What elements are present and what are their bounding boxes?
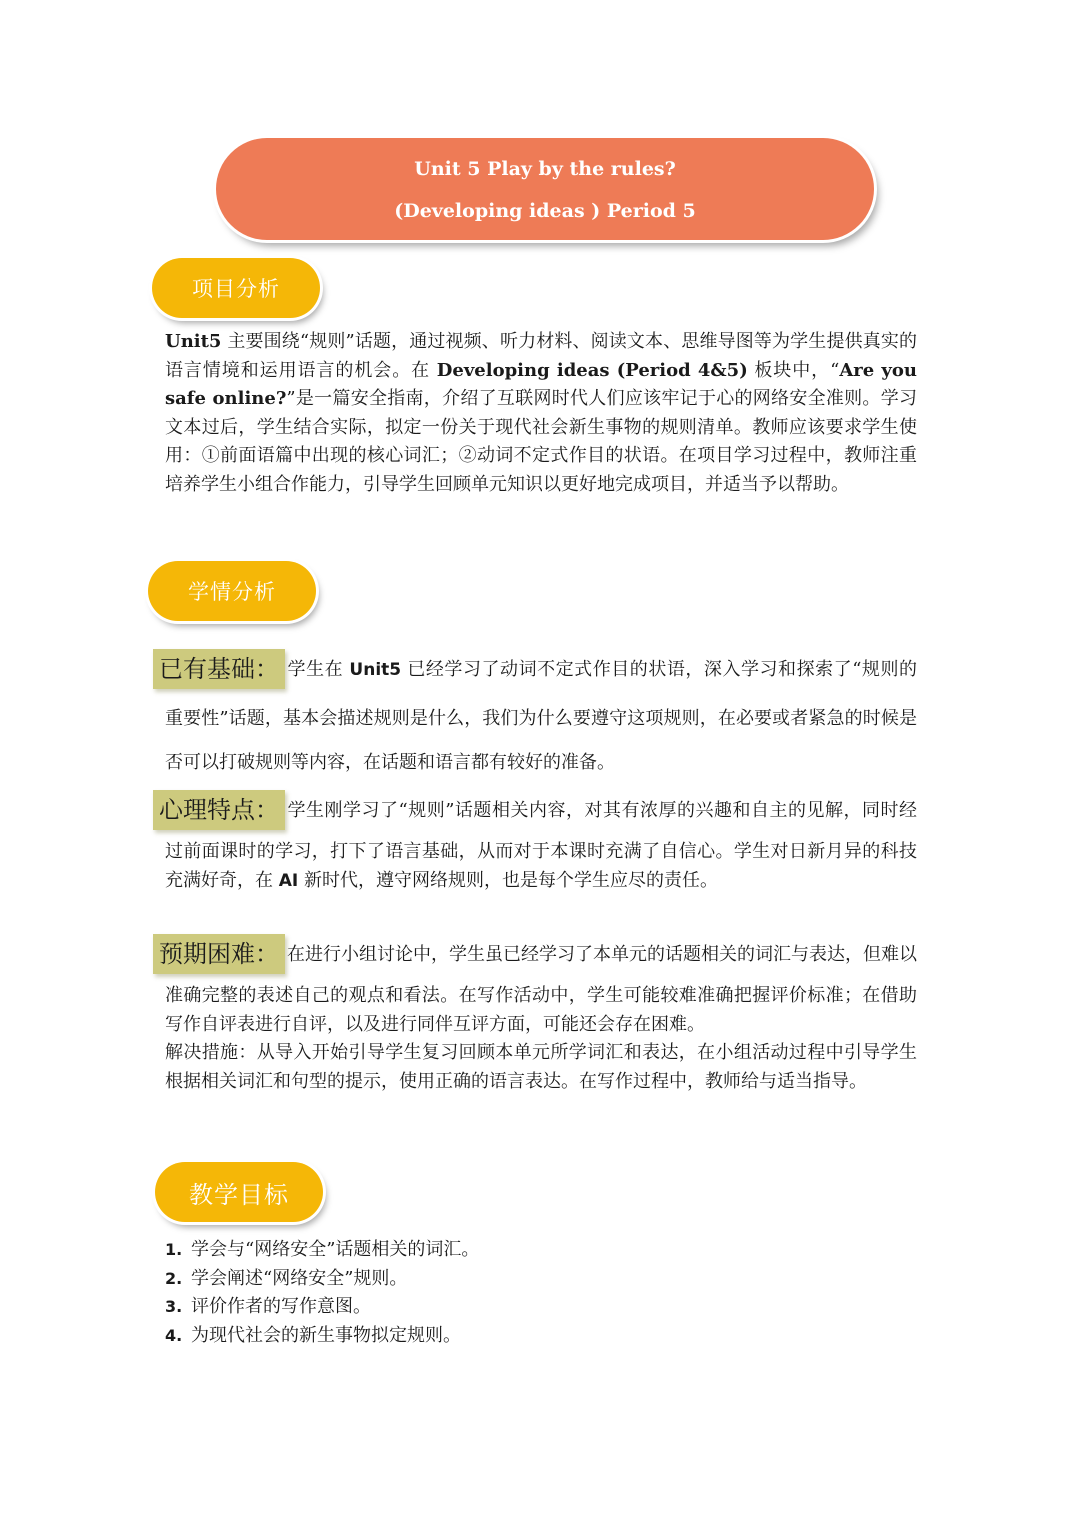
list-item: 4. 为现代社会的新生事物拟定规则。 [165,1324,461,1346]
teaching-goals-list [165,1236,479,1350]
module-ref: Developing ideas (Period 4&5) [436,359,748,381]
project-analysis-paragraph: Unit5 主要围绕“规则”话题，通过视频、听力材料、阅读文本、思维导图等为学生提供真实的语言情境和运用语言的机会。在 Developing ideas (Period 4&5) 板块中，“Are you safe online?”是一篇安全指南，介绍了互联网时代人们应该牢记于心的网络安全准则。学习文本过后，学生结合实际，拟定一份关于现代社会新生事物的规则清单。教师应该要求学生使用：①前面语篇中出现的核心词汇；②动词不定式作目的状语。在项目学习过程中，教师注重培养学生小组合作能力，引导学生回顾单元知识以更好地完成项目，并适当予以帮助。 [165,331,917,495]
solution-text: 解决措施：从导入开始引导学生复习回顾本单元所学词汇和表达，在小组活动过程中引导学生根据相关词汇和句型的提示，使用正确的语言表达。在写作过程中，教师给与适当指导。 [165,1042,917,1092]
list-item: 2. 学会阐述“网络安全”规则。 [165,1267,408,1289]
unit-ref: Unit5 [165,331,222,352]
difficulty-heading: 预期困难： [153,934,285,974]
title-banner [216,138,874,240]
psychology-block: 心理特点： 学生刚学习了“规则”话题相关内容，对其有浓厚的兴趣和自主的见解，同时经过前面课时的学习，打下了语言基础，从而对于本课时充满了自信心。学生对日新月异的科技充满好奇，在 AI 新时代，遵守网络规则，也是每个学生应尽的责任。 [165,790,917,895]
section-heading-learner-analysis: 学情分析 [148,561,316,621]
foundation-unit: Unit5 [349,660,402,680]
section-heading-teaching-goals: 教学目标 [155,1162,323,1222]
period-subtitle: (Developing ideas ) Period 5 [394,200,696,222]
difficulty-block: 预期困难： 在进行小组讨论中，学生虽已经学习了本单元的话题相关的词汇与表达，但难以准确完整的表述自己的观点和看法。在写作活动中，学生可能较难准确把握评价标准；在借助写作自评表进行自评，以及进行同伴互评方面，可能还会存在困难。 解决措施：从导入开始引导学生复习回顾本单元所学词汇和表达，在小组活动过程中引导学生根据相关词汇和句型的提示，使用正确的语言表达。在写作过程中，教师给与适当指导。 [165,934,917,1096]
foundation-block: 已有基础： 学生在 Unit5 已经学习了动词不定式作目的状语，深入学习和探索了“规则的重要性”话题，基本会描述规则是什么，我们为什么要遵守这项规则，在必要或者紧急的时候是否可以打破规则等内容，在话题和语言都有较好的准备。 [165,648,917,785]
list-item: 1. 学会与“网络安全”话题相关的词汇。 [165,1239,480,1260]
psychology-heading: 心理特点： [153,790,285,830]
foundation-heading: 已有基础： [153,649,285,689]
section-heading-project-analysis: 项目分析 [152,258,320,318]
ai-term: AI [278,870,299,891]
unit-title: Unit 5 Play by the rules? [414,158,676,180]
text-title-ref: Are you safe online? [165,359,917,409]
list-item: 3. 评价作者的写作意图。 [165,1296,371,1317]
